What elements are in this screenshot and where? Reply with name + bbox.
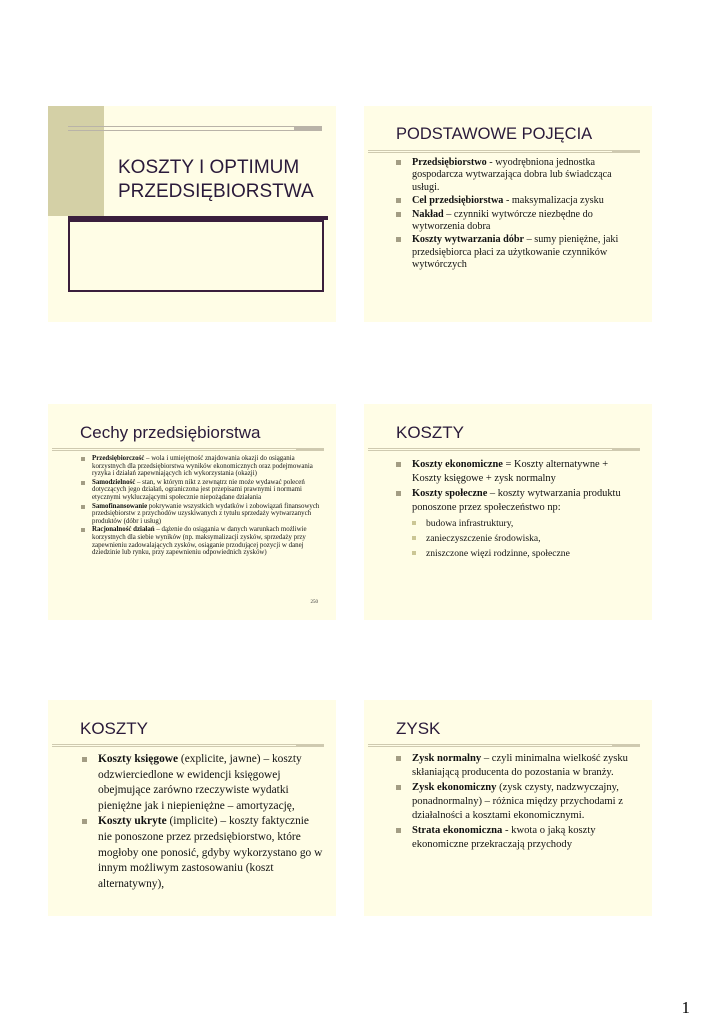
top-double-line [68, 126, 322, 132]
bullet-icon [396, 462, 401, 467]
bullet-icon [396, 212, 401, 217]
bullet-list [80, 752, 324, 892]
slide-podstawowe-pojecia [364, 106, 652, 322]
slide-heading: Cechy przedsiębiorstwa [80, 423, 261, 442]
dark-frame [68, 218, 324, 292]
slide-heading: KOSZTY [396, 423, 465, 442]
list-item: Racjonalność działań – dążenie do osiągania w danych warunkach możliwie korzystnych dla siebie wyników (np. maksymalizacji zysków, sprzedaży przy zapewnieniu zadowalających zysków, osiąganie przodującej pozycji w danej dziedzinie lub rynku, przy zapewnieniu odpowiednich zysków) [80, 526, 320, 556]
list-item: Samodzielność – stan, w którym nikt z zewnątrz nie może wydawać poleceń dotyczących jego działań, ograniczona jest przepisami prawnymi i normami etycznymi wykluczającymi społecznie niepożądane działania [80, 479, 320, 502]
title-underline [48, 448, 336, 451]
title-line-1: KOSZTY I OPTIMUM [118, 157, 300, 178]
slide-zysk [364, 700, 652, 916]
sub-list-item: zanieczyszczenie środowiska, [412, 531, 632, 546]
list-item: Zysk ekonomiczny (zysk czysty, nadzwyczajny, ponadnormalny) – różnica między przychodami z działalności a kosztami ekonomicznymi. [394, 781, 640, 823]
bullet-icon [396, 160, 401, 165]
list-item: Koszty ukryte (implicite) – koszty faktycznie nie ponoszone przez przedsiębiorstwo, które mogłoby one ponosić, gdyby wykorzystano go w innym możliwym zastosowaniu (koszt alternatywny), [80, 814, 324, 892]
sub-bullet-list [412, 516, 632, 561]
bullet-icon [82, 757, 87, 762]
list-item: Przedsiębiorstwo - wyodrębniona jednostka gospodarcza wytwarzająca dobra lub świadcząca usługi. [394, 157, 636, 194]
bullet-icon [82, 819, 87, 824]
bullet-icon [81, 528, 85, 532]
list-item: Zysk normalny – czyli minimalna wielkość zysku skłaniającą producenta do pozostania w branży. [394, 752, 640, 780]
slide-heading: KOSZTY [80, 719, 149, 738]
bullet-icon [396, 756, 401, 761]
list-item: Koszty wytwarzania dóbr – sumy pieniężne, jaki przedsiębiorca płaci za użytkowanie czynników wytwórczych [394, 234, 636, 271]
bullet-icon [396, 828, 401, 833]
bullet-icon [81, 457, 85, 461]
bullet-icon [396, 237, 401, 242]
bullet-list [394, 458, 638, 514]
list-item: Koszty społeczne – koszty wytwarzania produktu ponoszone przez społeczeństwo np: [394, 487, 638, 514]
list-item: Przedsiębiorczość – wola i umiejętność znajdowania okazji do osiągania korzystnych dla przedsiębiorstwa wyników ekonomicznych oraz podejmowania ryzyka i działań zapewniających ich wykorzystania (okazji) [80, 455, 320, 478]
title-underline [48, 744, 336, 747]
bullet-list [394, 157, 636, 272]
slide-title-text [118, 156, 314, 204]
bullet-list [394, 752, 640, 852]
slide-heading: ZYSK [396, 719, 441, 738]
slide-cechy-przedsiebiorstwa [48, 404, 336, 620]
bullet-icon [81, 481, 85, 485]
slide-title [48, 106, 336, 322]
slide-koszty-2 [48, 700, 336, 916]
list-item: Strata ekonomiczna - kwota o jaką koszty ekonomiczne przekraczają przychody [394, 824, 640, 852]
bullet-icon [396, 785, 401, 790]
slide-footnote: 250 [310, 600, 318, 605]
sub-list-item: zniszczone więzi rodzinne, społeczne [412, 546, 632, 561]
list-item: Samofinansowanie pokrywanie wszystkich wydatków i zobowiązań finansowych przedsiębiorstw z przychodów uzyskiwanych z tytułu sprzedaży wytwarzanych produktów (dóbr i usług) [80, 503, 320, 526]
list-item: Cel przedsiębiorstwa - maksymalizacja zysku [394, 195, 636, 207]
list-item: Koszty ekonomiczne = Koszty alternatywne + Koszty księgowe + zysk normalny [394, 458, 638, 485]
olive-side-block [48, 106, 104, 216]
list-item: Koszty księgowe (explicite, jawne) – koszty odzwierciedlone w ewidencji księgowej obejmujące zarówno rzeczywiste wydatki pieniężne jak i niepieniężne – amortyzację, [80, 752, 324, 814]
title-underline [364, 448, 652, 451]
slide-heading: PODSTAWOWE POJĘCIA [396, 125, 593, 143]
page-number: 1 [681, 998, 690, 1017]
title-underline [364, 744, 652, 747]
frame-left-bar [68, 216, 328, 220]
bullet-icon [81, 505, 85, 509]
sub-bullet-icon [412, 551, 416, 555]
title-underline [364, 150, 652, 153]
bullet-list [80, 455, 320, 557]
sub-bullet-icon [412, 536, 416, 540]
bullet-icon [396, 198, 401, 203]
sub-list-item: budowa infrastruktury, [412, 516, 632, 531]
bullet-icon [396, 491, 401, 496]
sub-bullet-icon [412, 521, 416, 525]
slide-koszty-1 [364, 404, 652, 620]
title-line-2: PRZEDSIĘBIORSTWA [118, 181, 314, 202]
list-item: Nakład – czynniki wytwórcze niezbędne do wytworzenia dobra [394, 209, 636, 234]
